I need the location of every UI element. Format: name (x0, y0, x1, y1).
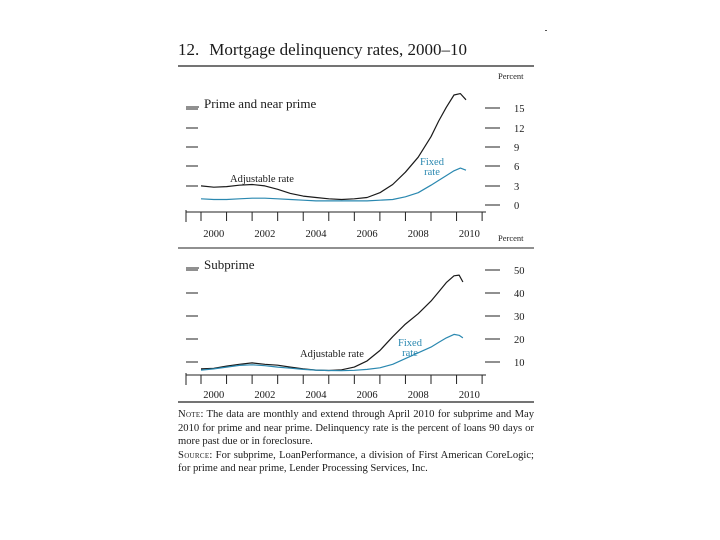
figure-title-text: Mortgage delinquency rates, 2000–10 (209, 40, 468, 59)
y-tick-label: 12 (514, 124, 525, 135)
x-tick-label: 2006 (356, 390, 378, 401)
source-label: Source (178, 449, 210, 461)
x-tick-label: 2008 (407, 229, 429, 240)
x-tick-label: 2008 (407, 390, 429, 401)
fixed-rate-label (420, 157, 445, 178)
fixed-rate-label-line2: rate (424, 167, 440, 178)
y-tick-label: 40 (514, 289, 525, 300)
percent-label: Percent (498, 233, 524, 243)
percent-label: Percent (498, 71, 524, 81)
panel-title: Prime and near prime (204, 96, 317, 111)
panel-subprime (186, 233, 525, 401)
source-paragraph (178, 449, 534, 476)
y-tick-label: 20 (514, 335, 525, 346)
adjustable-rate-label: Adjustable rate (230, 174, 294, 185)
y-tick-label: 6 (514, 162, 520, 173)
panel-prime (186, 71, 525, 240)
y-tick-label: 9 (514, 143, 520, 154)
y-tick-label: 10 (514, 358, 525, 369)
note-label: Note (178, 409, 201, 420)
x-tick-label: 2010 (458, 229, 480, 240)
x-tick-label: 2004 (305, 229, 327, 240)
source-text: : For subprime, LoanPerformance, a division of First American CoreLogic; for prime and near prime, Lender Processing Services, Inc. (178, 449, 534, 475)
x-tick-label: 2010 (458, 390, 480, 401)
fixed-rate-label (398, 338, 423, 359)
adjustable-rate-label: Adjustable rate (300, 349, 364, 360)
x-tick-label: 2002 (254, 229, 276, 240)
y-tick-label: 50 (514, 266, 525, 277)
x-tick-label: 2004 (305, 390, 327, 401)
figure-notes (178, 408, 534, 476)
y-tick-label: 15 (514, 104, 525, 115)
y-tick-label: 30 (514, 312, 525, 323)
x-tick-label: 2006 (356, 229, 378, 240)
y-tick-label: 3 (514, 182, 520, 193)
x-tick-label: 2000 (203, 229, 225, 240)
fixed-rate-label-line1: Fixed (420, 157, 444, 168)
fixed-rate-label-line2: rate (402, 348, 418, 359)
x-tick-label: 2000 (203, 390, 225, 401)
x-tick-label: 2002 (254, 390, 276, 401)
figure-number: 12. (178, 40, 200, 59)
y-tick-label: 0 (514, 201, 520, 212)
fixed-rate-label-line1: Fixed (398, 338, 422, 349)
panel-title: Subprime (204, 257, 255, 272)
note-paragraph (178, 408, 534, 449)
note-text: : The data are monthly and extend through April 2010 for subprime and May 2010 for prime and near prime. Delinquency rate is the percent of loans 90 days or more past due or in foreclosure. (178, 409, 534, 448)
